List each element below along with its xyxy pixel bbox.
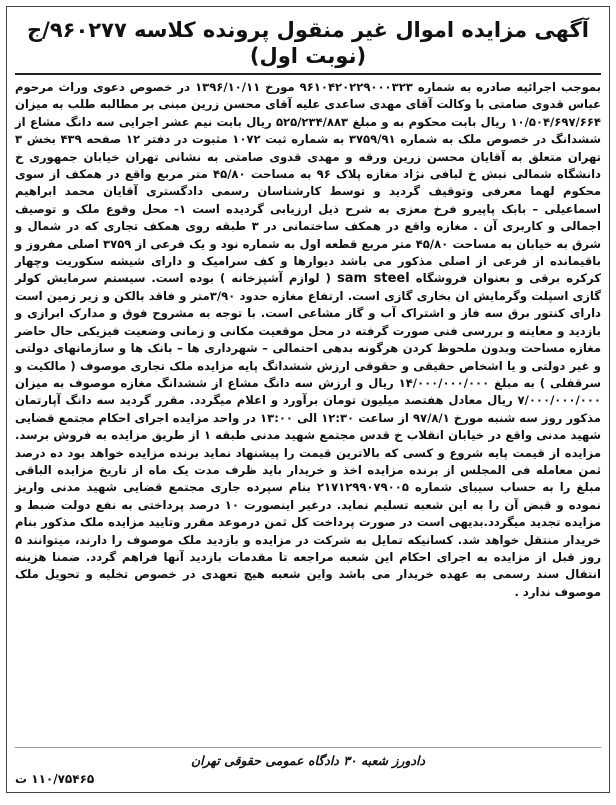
notice-paragraph-1: بموجب اجرائیه صادره به شماره ۹۶۱۰۴۲۰۲۲۹۰۰۰۳۲۳ مورخ ۱۳۹۶/۱۰/۱۱ در خصوص دعوی وراث مرحوم عباس قدوی صامتی با وکالت آقای مهدی ساعدی علیه آقای محسن زرین مبنی بر مطالبه طلب به میزان ۱۰/۵۰۴/۶۹۷/۶۶۴ ریال بابت محکوم به و مبلغ ۵۲۵/۲۳۴/۸۸۳ ریال بابت نیم عشر اجرایی سه دانگ مشاع از ششدانگ در خصوص ملک به شماره ۳۷۵۹/۹۱ به شماره ثبت ۱۰۷۲ مثبوت در دفتر ۱۲ صفحه ۴۳۹ بخش ۳ تهران متعلق به آقایان محسن زرین ورقه و مهدی قدوی صامتی به نشانی تهران خیابان جمهوری خ دانشگاه شمالی نبش خ لبافی نژاد مغازه پلاک ۹۶ به مساحت ۴۵/۸۰ متر مربع واقع در همکف از سوی محکوم لهما معرفی وتوقیف گردید و توسط کارشناسان رسمی دادگستری آقایان محمد ابراهیم اسماعیلی – بابک پاپیرو فرخ معزی به شرح ذیل ارزیابی گردیده است ۱- محل وقوع ملک و توصیف اجمالی و کاربری آن . مغازه واقع در همکف ساختمانی در ۳ طبقه روی همکف تجاری که در شمال و شرق به خیابان به مساحت ۴۵/۸۰ متر مربع قطعه اول به شماره نود و یک فرعی از ۳۷۵۹ اصلی مفروز و باقیمانده از فرعی از اصلی مذکور می باشد دیوارها و کف سرامیک و دارای شیشه سکوریت وچهار کرکره برقی و بعنوان فروشگاه	[15, 80, 601, 286]
auction-notice	[6, 6, 610, 793]
notice-reference-number: ۱۱۰/۷۵۴۶۵ ت	[15, 772, 95, 786]
store-brand-name: sam steel	[337, 271, 410, 287]
notice-paragraph-2: ( لوازم آشپزخانه ) بوده است. سیستم سرمایش کولر گازی اسپلت وگرمایش ان بخاری گازی است. ارتفاع مغازه حدود ۳/۹۰متر و فاقد بالکن و زیر زمین است دارای کنتور برق سه فاز و اشتراک آب و گاز مشاعی است. با توجه به مشروح فوق و مدارک ابرازی و بازدید و معاینه و بررسی فنی صورت گرفته در محل موقعیت مکانی و زمانی وضعیت فیزیکی حال حاضر مغازه مساحت وبدون ملحوظ کردن هرگونه بدهی احتمالی – شهرداری ها – بانک ها و سازمانهای دولتی و غیر دولتی و یا اشخاص حقیقی و حقوقی ارزش ششدانگ پایه مزایده ملک تجاری موصوف ( مالکیت و سرقفلی ) به مبلغ ۱۴/۰۰۰/۰۰۰/۰۰۰ ریال و ارزش سه دانگ مشاع از ششدانگ مغازه موصوف به میزان ۷/۰۰۰/۰۰۰/۰۰۰ ریال معادل هفتصد میلیون تومان برآورد و اعلام میگردد. مقرر گردید سه دانگ آپارتمان مذکور روز سه شنبه مورخ ۹۷/۸/۱ از ساعت ۱۲:۳۰ الی ۱۳:۰۰ در واحد مزایده اجرای احکام مجتمع قضایی شهید مدنی واقع در خیابان انقلاب خ قدس مجتمع شهید مدنی طبقه ۱ از طریق مزایده به فروش برسد. مزایده از قیمت پایه شروع و کسی که بالاترین قیمت را پیشنهاد نماید برنده مزایده خواهد بود ده درصد ثمن معامله فی المجلس از برنده مزایده اخذ و خریدار باید ظرف مدت یک ماه از تاریخ مزایده الباقی مبلغ را به حساب سیبای شماره ۲۱۷۱۲۹۹۰۷۹۰۰۵ بنام سپرده جاری مجتمع قضایی شهید مدنی واریز نموده و قبض آن را به این شعبه تسلیم نماید. درغیر اینصورت ۱۰ درصد پرداختی به نفع دولت ضبط و مزایده تجدید میگردد.بدیهی است در صورت پرداخت کل ثمن درموعد مقرر وتایید مزایده ملک مذکور بنام خریدار منتقل خواهد شد. کسانیکه تمایل به شرکت در مزایده و بازدید ملک موصوف را دارند، میتوانند ۵ روز قبل از مزایده به اجرای احکام این شعبه مراجعه تا مقدمات بازدید آنها فراهم گردد. ضمنا هزینه انتقال سند رسمی به عهده خریدار می باشد واین شعبه هیچ تعهدی در خصوص تخلیه و تحویل ملک موصوف ندارد .	[15, 271, 602, 599]
notice-signature: دادورز شعبه ۳۰ دادگاه عمومی حقوقی تهران	[190, 753, 426, 768]
notice-footer	[15, 747, 601, 788]
notice-body	[15, 79, 601, 601]
notice-title: آگهی مزایده اموال غیر منقول پرونده کلاسه ۹۶۰۲۷۷/ج (نوبت اول)	[15, 13, 601, 75]
